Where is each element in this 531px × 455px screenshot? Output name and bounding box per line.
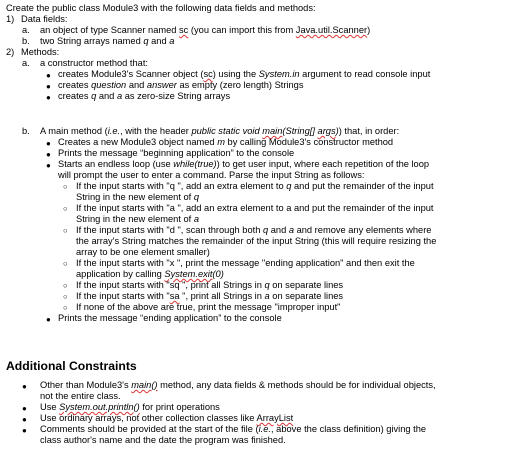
constructor-bullet-2: creates question and answer as empty (zero length) Strings	[58, 80, 304, 90]
parse-rule-q: If the input starts with "q ", add an extra element to q and put the remainder of the input	[76, 181, 434, 191]
parse-rule-d: If the input starts with "d ", scan through both q and a and remove any elements where	[76, 225, 432, 235]
constraint-1: Other than Module3's main() method, any data fields & methods should be for individual objects,	[40, 380, 436, 390]
main-bullet-4: Prints the message “ending application” to the console	[58, 313, 282, 323]
constraint-3: Use ordinary arrays, not other collection classes like ArrayList	[40, 413, 294, 423]
constraint-4: Comments should be provided at the start of the file (i.e., above the class definition) giving the	[40, 424, 427, 434]
item-2a-text: a constructor method that:	[40, 58, 149, 68]
main-bullet-3-cont: will prompt the user to enter a command. Parse the input String as follows:	[58, 170, 365, 180]
parse-rule-none: If none of the above are true, print the message "improper input"	[76, 302, 341, 312]
bullet-icon: ●	[46, 71, 51, 80]
main-bullet-3: Starts an endless loop (use while(true)) to get user input, where each repetition of the loop	[58, 159, 430, 169]
bullet-icon: ●	[46, 315, 51, 324]
item-2a-label: a.	[22, 58, 30, 68]
parse-rule-a: If the input starts with "a ", add an extra element to a and put the remainder of the input	[76, 203, 434, 213]
parse-rule-x: If the input starts with "x ", print the message "ending application" and then exit the	[76, 258, 415, 268]
section-2-title: Methods:	[21, 47, 60, 57]
parse-rule-q-cont: String in the new element of q	[76, 192, 199, 202]
constraint-4-cont: class author's name and the date the program was finished.	[40, 435, 286, 445]
circle-bullet-icon: ○	[63, 292, 68, 301]
circle-bullet-icon: ○	[63, 204, 68, 213]
bullet-icon: ●	[46, 139, 51, 148]
additional-constraints-heading: Additional Constraints	[6, 359, 137, 373]
bullet-icon: ●	[46, 82, 51, 91]
section-2-number: 2)	[6, 47, 15, 57]
bullet-icon: ●	[22, 382, 27, 391]
parse-rule-x-cont: application by calling System.exit(0)	[76, 269, 224, 279]
item-1b-text: two String arrays named q and a	[40, 36, 175, 46]
bullet-icon: ●	[22, 404, 27, 413]
circle-bullet-icon: ○	[63, 303, 68, 312]
bullet-icon: ●	[22, 415, 27, 424]
parse-rule-sa: If the input starts with "sa ", print all Strings in a on separate lines	[76, 291, 344, 301]
bullet-icon: ●	[46, 150, 51, 159]
item-1a-label: a.	[22, 25, 30, 35]
bullet-icon: ●	[46, 93, 51, 102]
constraint-2: Use System.out.println() for print operations	[40, 402, 220, 412]
circle-bullet-icon: ○	[63, 259, 68, 268]
bullet-icon: ●	[46, 161, 51, 170]
section-1-title: Data fields:	[21, 14, 68, 24]
section-1-number: 1)	[6, 14, 15, 24]
circle-bullet-icon: ○	[63, 281, 68, 290]
parse-rule-d-cont: the array's String matches the remainder of the input String (this will require resizing the	[76, 236, 437, 246]
main-bullet-1: Creates a new Module3 object named m by calling Module3's constructor method	[58, 137, 394, 147]
circle-bullet-icon: ○	[63, 226, 68, 235]
item-1b-label: b.	[22, 36, 30, 46]
parse-rule-d-cont2: array to be one element smaller)	[76, 247, 210, 257]
main-bullet-2: Prints the message “beginning application” to the console	[58, 148, 295, 158]
item-1a-text: an object of type Scanner named sc (you can import this from Java.util.Scanner)	[40, 25, 371, 35]
intro-text: Create the public class Module3 with the following data fields and methods:	[6, 3, 316, 13]
parse-rule-a-cont: String in the new element of a	[76, 214, 199, 224]
constructor-bullet-3: creates q and a as zero-size String arrays	[58, 91, 231, 101]
constructor-bullet-1: creates Module3's Scanner object (sc) using the System.in argument to read console input	[58, 69, 431, 79]
circle-bullet-icon: ○	[63, 182, 68, 191]
item-2b-label: b.	[22, 126, 30, 136]
item-2b-text: A main method (i.e., with the header public static void main(String[] args)) that, in order:	[40, 126, 400, 136]
constraint-1-cont: not the entire class.	[40, 391, 121, 401]
parse-rule-sq: If the input starts with "sq ", print all Strings in q on separate lines	[76, 280, 344, 290]
bullet-icon: ●	[22, 426, 27, 435]
